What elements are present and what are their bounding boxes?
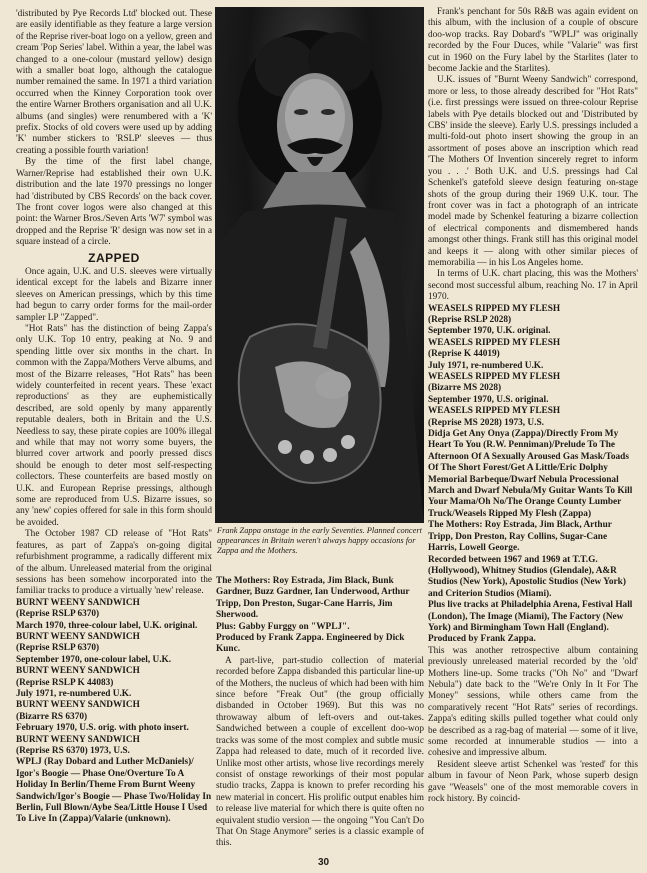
credits-line: The Mothers: Roy Estrada, Jim Black, Bunk Gardner, Buzz Gardner, Ian Underwood, Arthur Tripp, Don Preston, Sugar-Cane Harris, Jim Sherwood. bbox=[216, 576, 410, 621]
photo-caption: Frank Zappa onstage in the early Seventies. Planned concert appearances in Britain weren't always happy occasions for Zappa and the Mothers. bbox=[217, 526, 422, 555]
discography-line: March 1970, three-colour label, U.K. original. bbox=[16, 620, 198, 631]
discography-line: September 1970, one-colour label, U.K. bbox=[16, 654, 172, 665]
discography-line: WEASELS RIPPED MY FLESH bbox=[428, 406, 561, 417]
body-paragraph: U.K. issues of "Burnt Weeny Sandwich" correspond, more or less, to those already described for "Hot Rats" (i.e. first pressings were issued on three-colour Reprise labels with Pye details blocked out and 'Distributed by CBS' inside the sleeve). Early U.S. pressings included a multi-fold-out photo insert showing the group in an assortment of poses above an inscription which read 'The Mothers Of Invention sincerely regret to inform you . . .' Both U.K. and U.S. pressings had Cal Schenkel's gatefold sleeve design featuring on-stage shots of the group during their 1969 U.K. tour. The front cover was in fact a photograph of an intricate model made by Schenkel featuring a bizarre collection of electrical components and dismembered hands amongst other things. Frank still has this original model and keeps it — along with other similar pieces of memorabilia — in his Los Angeles home. bbox=[428, 75, 638, 268]
discography-line: July 1971, re-numbered U.K. bbox=[428, 360, 544, 371]
discography-line: (Reprise K 44019) bbox=[428, 349, 500, 360]
body-paragraph: This was another retrospective album containing previously unreleased material recorded by the 'old' Mothers line-up. Some tracks ("Oh No" and "Dwarf Nebula") date back to the "We're Only In It For The Money" sessions, while others came from the comparatively recent "Hot Rats" series of recordings. Zappa's editing skills pulled together what could only be described as a rag-bag of material — some of it live, some recorded at innumerable studios — into a cohesive and impressive album. bbox=[428, 645, 638, 759]
discography-line: BURNT WEENY SANDWICH bbox=[16, 700, 140, 711]
discography-line: BURNT WEENY SANDWICH bbox=[16, 597, 140, 608]
left-column bbox=[16, 9, 212, 826]
body-paragraph: In terms of U.K. chart placing, this was the Mothers' second most successful album, reaching No. 17 in April 1970. bbox=[428, 269, 638, 303]
credits-line: Produced by Frank Zappa. Engineered by Dick Kunc. bbox=[216, 633, 405, 655]
credits-line: Plus: Gabby Furggy on "WPLJ". bbox=[216, 621, 350, 632]
discography-line: (Reprise MS 2028) 1973, U.S. bbox=[428, 417, 544, 428]
body-paragraph: Resident sleeve artist Schenkel was 'rested' for this album in favour of Neon Park, whose superb design gave "Weasels" one of the most memorable covers in rock history. By coincid- bbox=[428, 759, 638, 805]
tracklist: WPLJ (Ray Dobard and Luther McDaniels)/ Igor's Boogie — Phase One/Overture To A Holiday In Berlin/Theme From Burnt Weeny Sandwich/Igor's Boogie — Phase Two/Holiday In Berlin, Full Blown/Aybe Sea/Little House I Used To Live In (Zappa)/Valarie (unknown). bbox=[16, 757, 212, 825]
discography-line: (Reprise RSLP 6370) bbox=[16, 609, 100, 620]
discography-line: (Reprise RSLP 2028) bbox=[428, 314, 512, 325]
section-heading: ZAPPED bbox=[88, 250, 140, 265]
right-column bbox=[428, 7, 638, 805]
body-paragraph: 'distributed by Pye Records Ltd' blocked out. These are easily identifiable as they feature a large version of the Reprise river-boat logo on a yellow, green and cream 'Pop Series' label. Within a year, the label was changed to a one-colour (mustard yellow) design with a smaller boat logo, although the catalogue number remained the same. In 1971 a third variation occurred when the Kinney Corporation took over the entire Warner Brothers organisation and all U.K. albums (and singles) were renumbered with a 'K' prefix. Stocks of old covers were used up by adding 'K' number stickers to 'RSLP' sleeves — thus creating a possible fourth variation! bbox=[16, 9, 212, 156]
discography-line: BURNT WEENY SANDWICH bbox=[16, 666, 140, 677]
discography-line: WEASELS RIPPED MY FLESH bbox=[428, 372, 561, 382]
discography-line: (Reprise RSLP K 44083) bbox=[16, 677, 114, 688]
discography-line: (Bizarre RS 6370) bbox=[16, 711, 88, 722]
body-paragraph: The October 1987 CD release of "Hot Rats" features, as part of Zappa's on-going digital refurbishment programme, a radically different mix of the album. Unreleased material from the original sessions has been somehow incorporated into the familiar tracks to produce a virtually 'new' release. bbox=[16, 529, 212, 597]
discography-line: (Reprise RSLP 6370) bbox=[16, 643, 100, 654]
discography-line: July 1971, re-numbered U.K. bbox=[16, 688, 132, 699]
discography-line: (Bizarre MS 2028) bbox=[428, 383, 502, 394]
body-paragraph: Frank's penchant for 50s R&B was again evident on this album, with the inclusion of a couple of obscure doo-wop tracks. Ray Dobard's "WPLJ" was originally recorded by the Four Duces, while "Valarie" was first cut in 1960 on the Fury label by the Starlites (later to become Jackie and the Starlites). bbox=[428, 7, 638, 75]
body-paragraph: Once again, U.K. and U.S. sleeves were virtually identical except for the labels and Bizarre inner sleeves on American pressings, which by this time had begun to carry order forms for the mail-order sampler LP "Zapped". bbox=[16, 266, 212, 323]
discography-line: September 1970, U.S. original. bbox=[428, 394, 549, 405]
tracklist: Didja Get Any Onya (Zappa)/Directly From My Heart To You (R.W. Penniman)/Prelude To The Afternoon Of A Sexually Aroused Gas Mask/Toads Of The Short Forest/Get A Little/Eric Dolphy Memorial Barbeque/Dwarf Nebula Processional March and Dwarf Nebula/My Guitar Wants To Kill Your Mama/Oh No/The Orange County Lumber Truck/Weasels Ripped My Flesh (Zappa) bbox=[428, 429, 633, 519]
page-number: 30 bbox=[317, 857, 330, 868]
discography-line: WEASELS RIPPED MY FLESH bbox=[428, 337, 561, 348]
zappa-photo bbox=[215, 7, 424, 523]
discography-line: (Reprise RS 6370) 1973, U.S. bbox=[16, 746, 130, 756]
credits-line: Recorded between 1967 and 1969 at T.T.G. (Hollywood), Whitney Studios (Glendale), A&R Studios (New York), Apostolic Studios (New York) and Criterion Studios (Miami). bbox=[428, 554, 626, 599]
credits-line: Produced by Frank Zappa. bbox=[428, 634, 536, 645]
discography-list bbox=[428, 304, 638, 646]
middle-column bbox=[216, 576, 424, 850]
photo-illustration bbox=[215, 7, 424, 523]
discography-line: February 1970, U.S. orig. with photo insert. bbox=[16, 723, 189, 734]
credits-line: The Mothers: Roy Estrada, Jim Black, Arthur Tripp, Don Preston, Ray Collins, Sugar-Cane Harris, Lowell George. bbox=[428, 520, 612, 554]
body-paragraph: By the time of the first label change, Warner/Reprise had established their own U.K. distribution and the late 1970 pressings no longer had 'distributed by CBS Records' on the back cover. The front cover logos were also changed at this point: the Warner Bros./Seven Arts 'W7' symbol was dropped and the Reprise 'R' design was now set in a square instead of a circle. bbox=[16, 157, 212, 248]
discography-list bbox=[16, 598, 212, 826]
credits-line: Plus live tracks at Philadelphia Arena, Festival Hall (London), The Image (Miami), The Factory (New York) and Birmingham Town Hall (England). bbox=[428, 600, 633, 633]
discography-line: WEASELS RIPPED MY FLESH bbox=[428, 303, 561, 314]
body-paragraph: A part-live, part-studio collection of material recorded before Zappa disbanded this particular line-up of the Mothers, the nucleus of which had been with him since before "Freak Out" (the group officially disbanded in October 1969). But this was no throwaway album of left-overs and out-takes. Sandwiched between a couple of excellent doo-wop tracks was some of the most complex and subtle music Zappa had released to date, much of it recorded live. Unlike most other artists, whose live recordings merely consist of onstage reworkings of their most popular studio tracks, Zappa is known to prefer recording his new material in concert. His prolific output enables him to release live material for which there is quite often no equivalent studio version — the ongoing "You Can't Do That On Stage Anymore" series is a classic example of this. bbox=[216, 655, 425, 849]
discography-line: BURNT WEENY SANDWICH bbox=[16, 631, 140, 642]
discography-line: BURNT WEENY SANDWICH bbox=[16, 734, 140, 745]
discography-line: September 1970, U.K. original. bbox=[428, 326, 551, 337]
body-paragraph: "Hot Rats" has the distinction of being Zappa's only U.K. Top 10 entry, peaking at No. 9 and spending little over six months in the chart. In common with the Zappa/Mothers Verve albums, and most of the Bizarre releases, "Hot Rats" has been widely counterfeited in recent years. These 'exact reproductions' as they are euphemistically described, are sold openly by many apparently reputable dealers, both in Britain and the U.S. Needless to say, these pirate copies are 100% illegal and while that may not worry some buyers, the blurred cover artwork and poorly pressed discs should be enough to deter most self-respecting collectors. These counterfeits are based mostly on U.K. and European Reprise pressings, although some are reproduced from U.S. Bizarre issues, so any 'new' copies offered for sale in this form should be avoided. bbox=[16, 323, 212, 528]
